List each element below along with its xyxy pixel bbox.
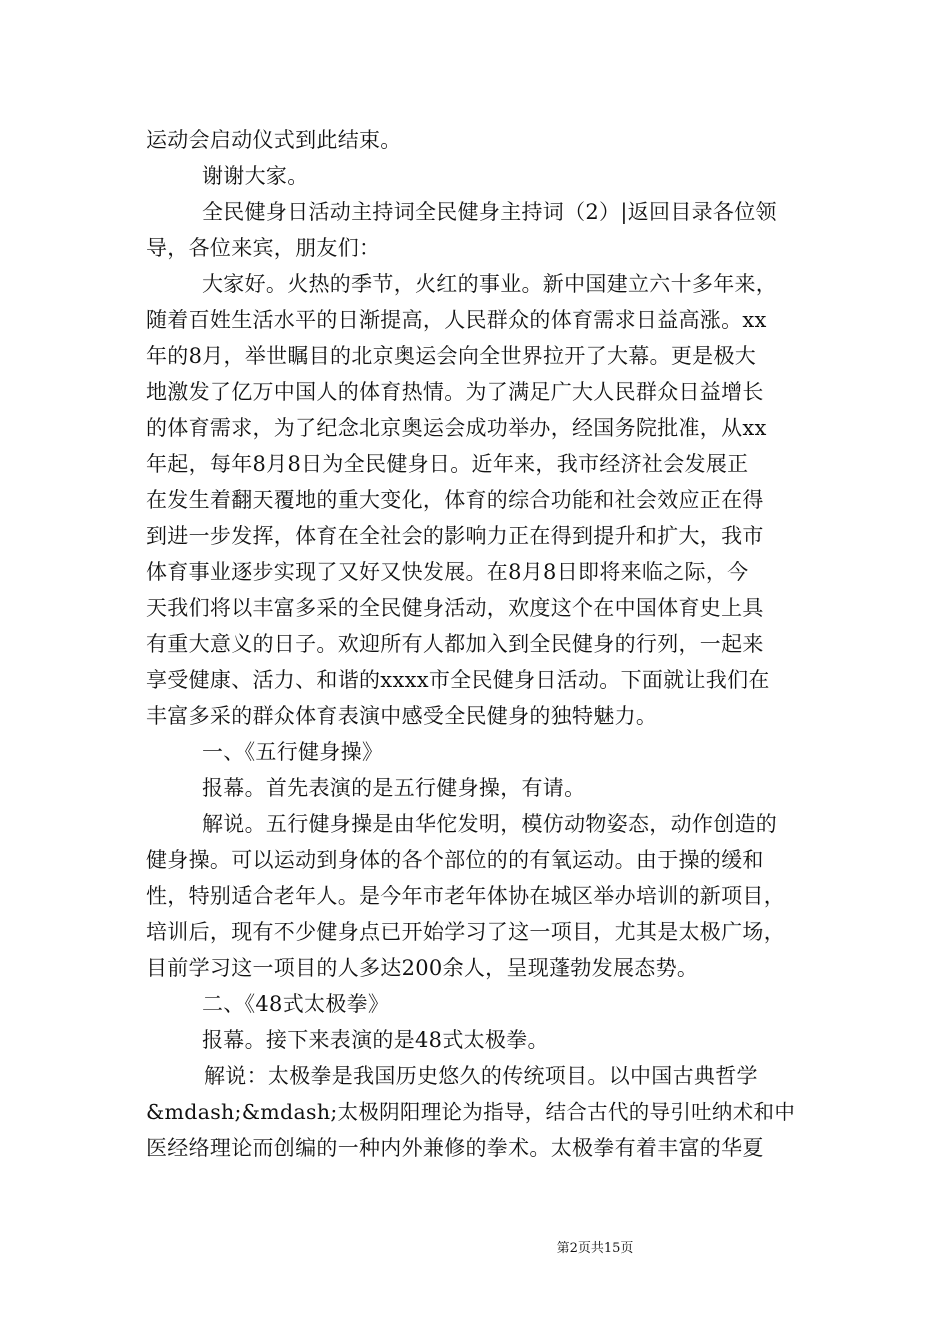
text-line: 全民健身日活动主持词全民健身主持词（2）|返回目录各位领 xyxy=(202,200,777,224)
text-line: 随着百姓生活水平的日渐提高，人民群众的体育需求日益高涨。xx xyxy=(146,308,767,332)
text-line: 解说：太极拳是我国历史悠久的传统项目。以中国古典哲学 xyxy=(204,1064,758,1088)
text-line: 年起，每年8月8日为全民健身日。近年来，我市经济社会发展正 xyxy=(146,452,749,476)
text-line: 报幕。接下来表演的是48式太极拳。 xyxy=(202,1028,549,1052)
text-line: 目前学习这一项目的人多达200余人，呈现蓬勃发展态势。 xyxy=(146,956,699,980)
text-line: &mdash;&mdash;太极阴阳理论为指导，结合古代的导引吐纳术和中 xyxy=(146,1100,796,1124)
text-line: 性，特别适合老年人。是今年市老年体协在城区举办培训的新项目， xyxy=(146,884,785,908)
text-line: 享受健康、活力、和谐的xxxx市全民健身日活动。下面就让我们在 xyxy=(146,668,770,692)
text-line: 导，各位来宾，朋友们： xyxy=(146,236,381,260)
section-heading: 二、《48式太极拳》 xyxy=(202,992,390,1016)
document-body xyxy=(146,122,806,1166)
text-line: 丰富多采的群众体育表演中感受全民健身的独特魅力。 xyxy=(146,704,658,728)
text-line: 体育事业逐步实现了又好又快发展。在8月8日即将来临之际，今 xyxy=(146,560,749,584)
text-line: 运动会启动仪式到此结束。 xyxy=(146,128,402,152)
text-line: 医经络理论而创编的一种内外兼修的拳术。太极拳有着丰富的华夏 xyxy=(146,1136,764,1160)
text-line: 年的8月，举世瞩目的北京奥运会向全世界拉开了大幕。更是极大 xyxy=(146,344,757,368)
text-line: 在发生着翻天覆地的重大变化，体育的综合功能和社会效应正在得 xyxy=(146,488,764,512)
text-line: 培训后，现有不少健身点已开始学习了这一项目，尤其是太极广场， xyxy=(146,920,785,944)
text-line: 谢谢大家。 xyxy=(202,164,309,188)
text-line: 地激发了亿万中国人的体育热情。为了满足广大人民群众日益增长 xyxy=(146,380,764,404)
text-line: 天我们将以丰富多采的全民健身活动，欢度这个在中国体育史上具 xyxy=(146,596,764,620)
text-line: 解说。五行健身操是由华佗发明，模仿动物姿态，动作创造的 xyxy=(202,812,778,836)
page-number-footer: 第2页共15页 xyxy=(556,1241,634,1256)
text-line: 报幕。首先表演的是五行健身操，有请。 xyxy=(202,776,586,800)
text-line: 健身操。可以运动到身体的各个部位的的有氧运动。由于操的缓和 xyxy=(146,848,764,872)
text-line: 的体育需求，为了纪念北京奥运会成功举办，经国务院批准，从xx xyxy=(146,416,767,440)
text-line: 有重大意义的日子。欢迎所有人都加入到全民健身的行列，一起来 xyxy=(146,632,764,656)
text-line: 到进一步发挥，体育在全社会的影响力正在得到提升和扩大，我市 xyxy=(146,524,764,548)
text-line: 大家好。火热的季节，火红的事业。新中国建立六十多年来， xyxy=(202,272,778,296)
section-heading: 一、《五行健身操》 xyxy=(202,740,384,764)
